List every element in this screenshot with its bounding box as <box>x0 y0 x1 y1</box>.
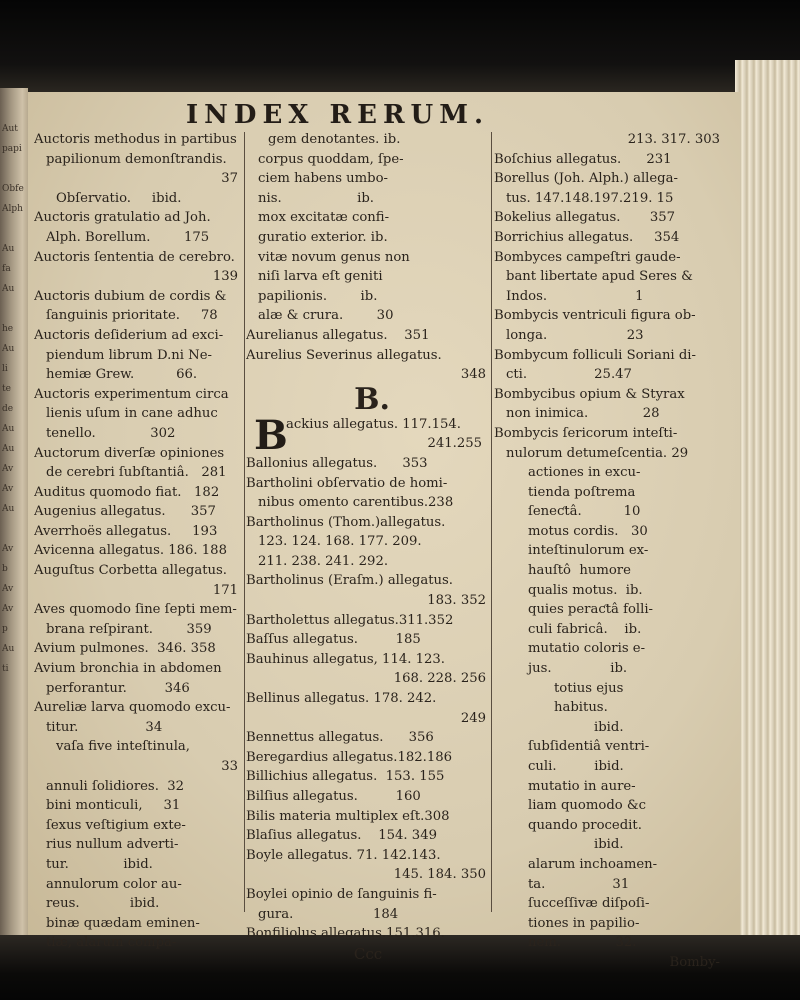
index-entry-line: Bombycum folliculi Soriani di- <box>494 347 696 363</box>
index-entry-line: Bartholettus allegatus.311.352 <box>246 612 454 628</box>
index-entry-line: Borrichius allegatus. 354 <box>494 229 680 245</box>
index-entry-line: Bilis materia multiplex eſt.308 <box>246 808 450 824</box>
index-column-2 <box>246 130 490 964</box>
index-entry-line: Auctoris dubium de cordis & <box>34 288 227 304</box>
drop-cap-line: ackius allegatus. 117.154. <box>286 416 461 432</box>
index-entry-line: bant libertate apud Seres & <box>506 269 693 285</box>
adjacent-page-fragment: Au <box>2 244 15 254</box>
index-entry-line: totius ejus <box>554 680 624 696</box>
index-entry-line: titur. 34 <box>46 719 163 735</box>
index-entry-line: 33 <box>221 759 238 774</box>
index-entry-line: Averrhoës allegatus. 193 <box>34 523 218 539</box>
adjacent-page-fragment: Obfe <box>2 184 24 194</box>
index-entry-line: lienis uſum in cane adhuc <box>46 406 218 422</box>
index-entry-line: Obſervatio. ibid. <box>56 190 182 206</box>
adjacent-page-fragment: papi <box>2 144 22 154</box>
index-entry-line: Bombycis ſericorum inteſti- <box>494 425 678 441</box>
index-entry-line: 139 <box>212 269 238 285</box>
index-entry-line: Billichius allegatus. 153. 155 <box>246 769 445 785</box>
index-entry-line: qualis motus. ib. <box>528 582 643 598</box>
index-entry-line: Bomby- <box>669 954 720 970</box>
index-entry-line: Avium bronchia in abdomen <box>34 661 222 677</box>
index-entry-line: tenello. 302 <box>46 425 176 441</box>
index-entry-line: hauſtô humore <box>528 563 631 579</box>
index-entry-line: Bartholini obſervatio de homi- <box>246 475 448 491</box>
index-entry-line: Bilſius allegatus. 160 <box>246 789 421 804</box>
index-entry-line: reus. ibid. <box>46 896 160 912</box>
index-entry-line: Auctoris experimentum circa <box>34 386 229 402</box>
index-entry-line: Boſchius allegatus. 231 <box>494 151 672 167</box>
index-entry-line: ſexus veſtigium exte- <box>46 817 186 833</box>
index-entry-line: mox excitatæ confi- <box>258 210 390 226</box>
index-entry-line: Bartholinus (Thom.)allegatus. <box>246 514 446 530</box>
index-column-3 <box>494 130 724 973</box>
index-column-1 <box>34 130 242 953</box>
adjacent-page-fragment: Au <box>2 344 15 354</box>
index-entry-line: Augenius allegatus. 357 <box>34 504 216 520</box>
index-entry-line: Bartholinus (Eraſm.) allegatus. <box>246 573 453 589</box>
index-entry-line: non inimica. 28 <box>506 406 660 422</box>
index-entry-line: jus. ib. <box>528 661 628 677</box>
index-entry-line: ſanguinis prioritate. 78 <box>46 308 218 324</box>
adjacent-page-fragment: ti <box>2 664 9 674</box>
index-entry-line: ſubſidentiâ ventri- <box>528 739 650 755</box>
index-entry-line: Aurelianus allegatus. 351 <box>246 327 430 343</box>
column-rule <box>491 132 492 912</box>
index-entry-line: mutatio in aure- <box>528 778 636 794</box>
index-entry-line: 171 <box>212 582 238 598</box>
index-entry-line: Baſſus allegatus. 185 <box>246 632 421 648</box>
index-entry-line: Auguſtus Corbetta allegatus. <box>34 563 227 579</box>
index-entry-line: annuli ſolidiores. 32 <box>46 778 185 794</box>
index-entry-line: tiones in papilio- <box>528 915 640 931</box>
index-entry-line: quando procedit. <box>528 817 642 833</box>
index-entry-line: gem denotantes. ib. <box>268 132 401 147</box>
index-entry-line: Boylei opinio de ſanguinis fi- <box>246 886 437 902</box>
index-entry-line: Aves quomodo ſine ſepti mem- <box>34 602 237 618</box>
adjacent-page-fragment: b <box>2 564 8 574</box>
index-entry-line: motus cordis. 30 <box>528 523 648 539</box>
top-shadow <box>0 0 800 92</box>
adjacent-page-fragment: te <box>2 384 11 394</box>
drop-cap: B <box>254 411 288 459</box>
page-header: INDEX RERUM. <box>186 100 490 130</box>
drop-cap-line: 241.255 <box>427 436 482 452</box>
index-entry-line: 183. 352 <box>427 593 486 609</box>
index-entry-line: piendum librum D.ni Ne- <box>46 347 212 363</box>
adjacent-page-fragment: Au <box>2 444 15 454</box>
index-entry-line: vitæ novum genus non <box>258 249 410 265</box>
index-entry-line: hemiæ Grew. 66. <box>46 367 198 383</box>
signature-mark: Ccc <box>353 944 383 963</box>
index-entry-line: guratio exterior. ib. <box>258 229 388 245</box>
index-entry-line: alarum inchoamen- <box>528 856 658 872</box>
index-entry-line: ciem habens umbo- <box>258 171 388 187</box>
adjacent-page-fragment: Aut <box>2 124 18 134</box>
drop-cap-lines <box>286 415 486 454</box>
index-entry-line: Beregardius allegatus.182.186 <box>246 749 453 765</box>
index-entry-line: Ballonius allegatus. 353 <box>246 455 428 471</box>
index-entry-line: Auditus quomodo fiat. 182 <box>34 484 220 500</box>
index-entry-line: Bokelius allegatus. 357 <box>494 210 675 226</box>
col2-bottom-entries <box>246 454 490 944</box>
index-entry-line: tus. 147.148.197.219. 15 <box>506 190 674 206</box>
index-entry-line: Aurelius Severinus allegatus. <box>246 347 442 363</box>
adjacent-page-fragment: Au <box>2 504 15 514</box>
index-entry-line: ſucceſſivæ diſpoſi- <box>528 896 650 912</box>
index-entry-line: Auctorum diverſæ opiniones <box>34 445 225 461</box>
index-entry-line: Bauhinus allegatus, 114. 123. <box>246 651 445 667</box>
index-entry-line: tiæ, alarum compa- <box>46 935 177 951</box>
index-entry-line: Bombycibus opium & Styrax <box>494 386 685 402</box>
index-entry-line: papilionis. ib. <box>258 288 378 304</box>
adjacent-page-fragment: Alph <box>2 204 23 214</box>
index-entry-line: longa. 23 <box>506 327 644 343</box>
index-entry-line: bini monticuli, 31 <box>46 798 181 814</box>
index-entry-line: actiones in excu- <box>528 465 641 481</box>
adjacent-page-fragment: Av <box>2 584 14 594</box>
index-entry-line: 37 <box>221 171 238 187</box>
index-entry-line: ta. 31 <box>528 876 630 892</box>
column-rule <box>244 132 245 912</box>
index-entry-line: 145. 184. 350 <box>393 867 486 883</box>
index-entry-line: alæ & crura. 30 <box>258 308 394 324</box>
index-entry-line: Indos. 1 <box>506 288 644 304</box>
index-entry-line: rius nullum adverti- <box>46 837 179 853</box>
index-entry-line: corpus quoddam, ſpe- <box>258 151 404 167</box>
index-entry-line: liam quomodo &c <box>528 798 647 814</box>
index-entry-line: perforantur. 346 <box>46 680 190 696</box>
index-entry-line: papilionum demonſtrandis. <box>46 151 227 167</box>
index-entry-line: culi fabricâ. ib. <box>528 621 642 637</box>
index-entry-line: tur. ibid. <box>46 856 153 872</box>
adjacent-page-fragment: Av <box>2 604 14 614</box>
adjacent-page-fragment: Au <box>2 284 15 294</box>
index-entry-line: inteſtinulorum ex- <box>528 543 649 559</box>
index-entry-line: brana reſpirant. 359 <box>46 621 212 637</box>
index-entry-line: Alph. Borellum. 175 <box>46 229 210 245</box>
section-letter: B. <box>354 381 390 417</box>
index-entry-line: nis. ib. <box>258 190 374 206</box>
index-entry-line: nem. 32. <box>528 935 637 951</box>
index-entry-line: Bonfiliolus allegatus.151.316. <box>246 926 445 942</box>
index-entry-line: ſeneƈtâ. 10 <box>528 504 641 520</box>
index-entry-line: 249 <box>460 710 486 726</box>
adjacent-page-fragment: Au <box>2 644 15 654</box>
index-entry-line: 168. 228. 256 <box>393 671 486 687</box>
index-entry-line: Bennettus allegatus. 356 <box>246 730 434 746</box>
index-entry-line: ibid. <box>594 837 624 853</box>
index-entry-line: niſi larva eſt geniti <box>258 269 383 285</box>
index-entry-line: gura. 184 <box>258 906 399 922</box>
index-entry-line: de cerebri ſubſtantiâ. 281 <box>46 465 227 481</box>
adjacent-page-fragment: Au <box>2 424 15 434</box>
index-entry-line: ibid. <box>594 719 624 735</box>
col2-top-entries <box>246 130 490 385</box>
index-entry-line: tienda poſtrema <box>528 484 636 500</box>
index-entry-line: 211. 238. 241. 292. <box>258 553 389 569</box>
adjacent-page-fragment: Av <box>2 544 14 554</box>
adjacent-page-fragment: de <box>2 404 14 414</box>
adjacent-page-fragment: Av <box>2 484 14 494</box>
adjacent-page-edge <box>0 88 28 938</box>
adjacent-page-fragment: he <box>2 324 14 334</box>
page-edges-right <box>735 60 800 945</box>
adjacent-page-fragment: li <box>2 364 8 374</box>
index-entry-line: Auctoris gratulatio ad Joh. <box>34 210 211 226</box>
index-entry-line: quies peraƈtâ folli- <box>528 602 653 618</box>
index-entry-line: Auctoris ſententia de cerebro. <box>34 249 235 265</box>
index-entry-line: Bombycis ventriculi figura ob- <box>494 308 696 324</box>
index-entry-line: nulorum detumeſcentia. 29 <box>506 445 689 461</box>
index-entry-line: Auctoris deſiderium ad exci- <box>34 327 224 343</box>
index-entry-line: mutatio coloris e- <box>528 641 646 657</box>
adjacent-page-fragment: p <box>2 624 8 634</box>
index-entry-line: 123. 124. 168. 177. 209. <box>258 534 422 550</box>
index-entry-line: binæ quædam eminen- <box>46 915 200 931</box>
index-entry-line: Aureliæ larva quomodo excu- <box>34 700 231 716</box>
index-entry-line: Avicenna allegatus. 186. 188 <box>34 543 227 559</box>
adjacent-page-fragment: fa <box>2 264 11 274</box>
index-entry-line: cti. 25.47 <box>506 367 632 383</box>
drop-cap-entry <box>246 411 490 459</box>
index-entry-line: Borellus (Joh. Alph.) allega- <box>494 171 678 187</box>
index-entry-line: culi. ibid. <box>528 759 624 774</box>
index-entry-line: 213. 317. 303 <box>627 132 720 147</box>
index-entry-line: habitus. <box>554 700 608 716</box>
index-entry-line: Avium pulmones. 346. 358 <box>34 641 216 657</box>
index-entry-line: Blaſius allegatus. 154. 349 <box>246 828 437 844</box>
index-entry-line: 348 <box>460 367 486 383</box>
index-entry-line: Bombyces campeſtri gaude- <box>494 249 681 265</box>
index-entry-line: vaſa five inteſtinula, <box>56 739 190 755</box>
index-entry-line: Boyle allegatus. 71. 142.143. <box>246 847 441 863</box>
index-entry-line: Auctoris methodus in partibus <box>34 132 237 147</box>
index-entry-line: nibus omento carentibus.238 <box>258 495 454 511</box>
index-entry-line: annulorum color au- <box>46 876 182 892</box>
adjacent-page-fragment: Av <box>2 464 14 474</box>
index-entry-line: Bellinus allegatus. 178. 242. <box>246 691 437 707</box>
